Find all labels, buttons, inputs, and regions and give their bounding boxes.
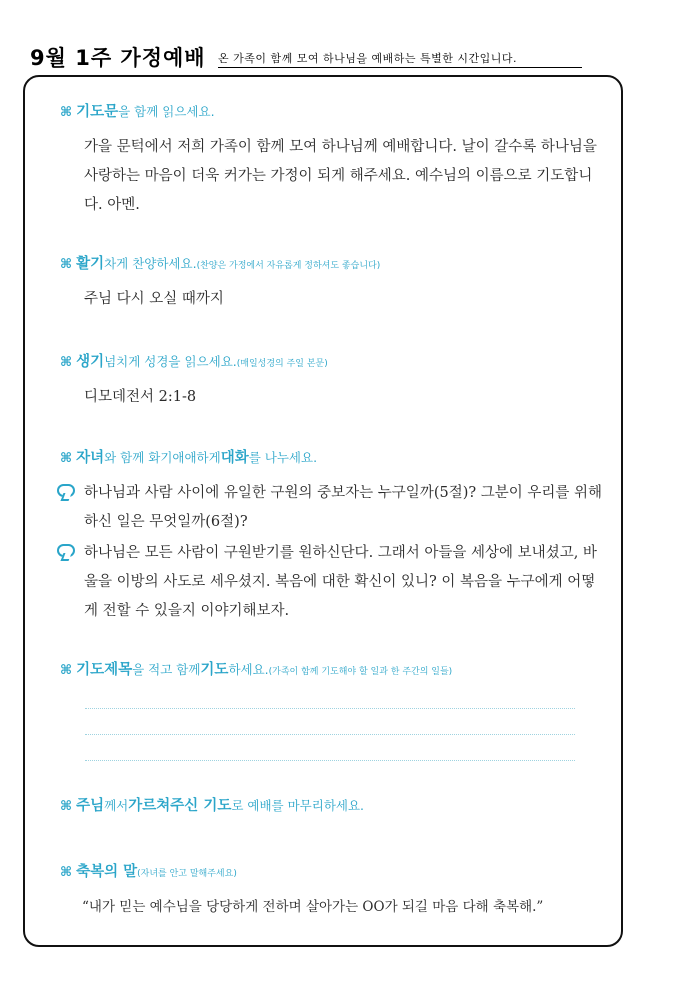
- cross-knot-icon: ⌘: [60, 663, 73, 678]
- page-title: 9월 1주 가정예배: [30, 46, 206, 70]
- heading-text: 와 함께 화기애애하게: [104, 450, 221, 465]
- heading-strong: 생기: [76, 354, 105, 370]
- heading-note: (자녀를 안고 말해주세요): [137, 869, 237, 879]
- section-talk: [60, 446, 603, 626]
- heading-strong: 활기: [76, 256, 105, 272]
- cross-knot-icon: ⌘: [60, 257, 73, 272]
- section-heading: [60, 860, 600, 881]
- question-text: 하나님과 사람 사이에 유일한 구원의 중보자는 누구일까(5절)? 그분이 우리를 위해 하신 일은 무엇일까(6절)?: [84, 485, 603, 530]
- writing-line[interactable]: [85, 734, 575, 735]
- heading-text: 를 나누세요.: [248, 450, 318, 465]
- heading-text: 차게 찬양하세요.: [104, 256, 197, 271]
- speech-bubble-icon: [57, 544, 75, 557]
- cross-knot-icon: ⌘: [60, 799, 73, 814]
- section-heading: [60, 658, 600, 679]
- heading-strong: 축복의 말: [76, 864, 138, 880]
- hymn-title: 주님 다시 오실 때까지: [84, 291, 224, 307]
- cross-knot-icon: ⌘: [60, 105, 73, 120]
- heading-strong: 가르쳐주신 기도: [128, 798, 232, 814]
- heading-note: (매일성경의 주일 본문): [236, 359, 328, 369]
- question-item: [30, 539, 604, 626]
- cross-knot-icon: ⌘: [60, 451, 73, 466]
- heading-note: (찬양은 가정에서 자유롭게 정하셔도 좋습니다): [196, 261, 381, 271]
- question-item: [30, 479, 604, 537]
- section-lords-prayer: [60, 794, 600, 815]
- heading-note: (가족이 함께 기도해야 할 일과 한 주간의 일들): [268, 667, 453, 677]
- section-scripture: [60, 350, 600, 412]
- section-prayer: [60, 100, 600, 220]
- heading-strong: 기도제목: [76, 662, 133, 678]
- heading-text: 을 함께 읽으세요.: [118, 104, 215, 119]
- question-text: 하나님은 모든 사람이 구원받기를 원하신단다. 그래서 아들을 세상에 보내셨고, 바울을 이방의 사도로 세우셨지. 복음에 대한 확신이 있니? 이 복음을 누구에게 어떻게 전할 수 있을지 이야기해보자.: [84, 545, 597, 619]
- section-praise: [60, 252, 600, 314]
- heading-strong: 대화: [220, 450, 249, 466]
- section-heading: [60, 794, 600, 815]
- section-blessing: [60, 860, 600, 922]
- heading-strong: 주님: [76, 798, 105, 814]
- prayer-text: 가을 문턱에서 저희 가족이 함께 모여 하나님께 예배합니다. 날이 갈수록 하나님을 사랑하는 마음이 더욱 커가는 가정이 되게 해주세요. 예수님의 이름으로 기도합니다. 아멘.: [84, 139, 597, 213]
- scripture-reference: 디모데전서 2:1-8: [84, 389, 197, 405]
- cross-knot-icon: ⌘: [60, 355, 73, 370]
- page-header: [30, 38, 590, 70]
- blessing-text: “내가 믿는 예수님을 당당하게 전하며 살아가는 OO가 되길 마음 다해 축복해.”: [82, 899, 544, 915]
- heading-text: 로 예배를 마무리하세요.: [231, 798, 365, 813]
- cross-knot-icon: ⌘: [60, 865, 73, 880]
- section-prayer-topic: [60, 658, 600, 679]
- page-subtitle: 온 가족이 함께 모여 하나님을 예배하는 특별한 시간입니다.: [218, 50, 582, 68]
- heading-text: 하세요.: [228, 662, 269, 677]
- heading-text: 께서: [104, 798, 129, 813]
- section-heading: [60, 446, 600, 467]
- heading-strong: 자녀: [76, 450, 105, 466]
- heading-strong: 기도: [200, 662, 229, 678]
- speech-bubble-icon: [57, 484, 75, 497]
- heading-strong: 기도문: [76, 104, 119, 120]
- writing-line[interactable]: [85, 708, 575, 709]
- heading-text: 넘치게 성경을 읽으세요.: [104, 354, 237, 369]
- writing-line[interactable]: [85, 760, 575, 761]
- section-heading: [60, 252, 600, 273]
- heading-text: 을 적고 함께: [132, 662, 201, 677]
- section-heading: [60, 350, 600, 371]
- section-heading: [60, 100, 600, 121]
